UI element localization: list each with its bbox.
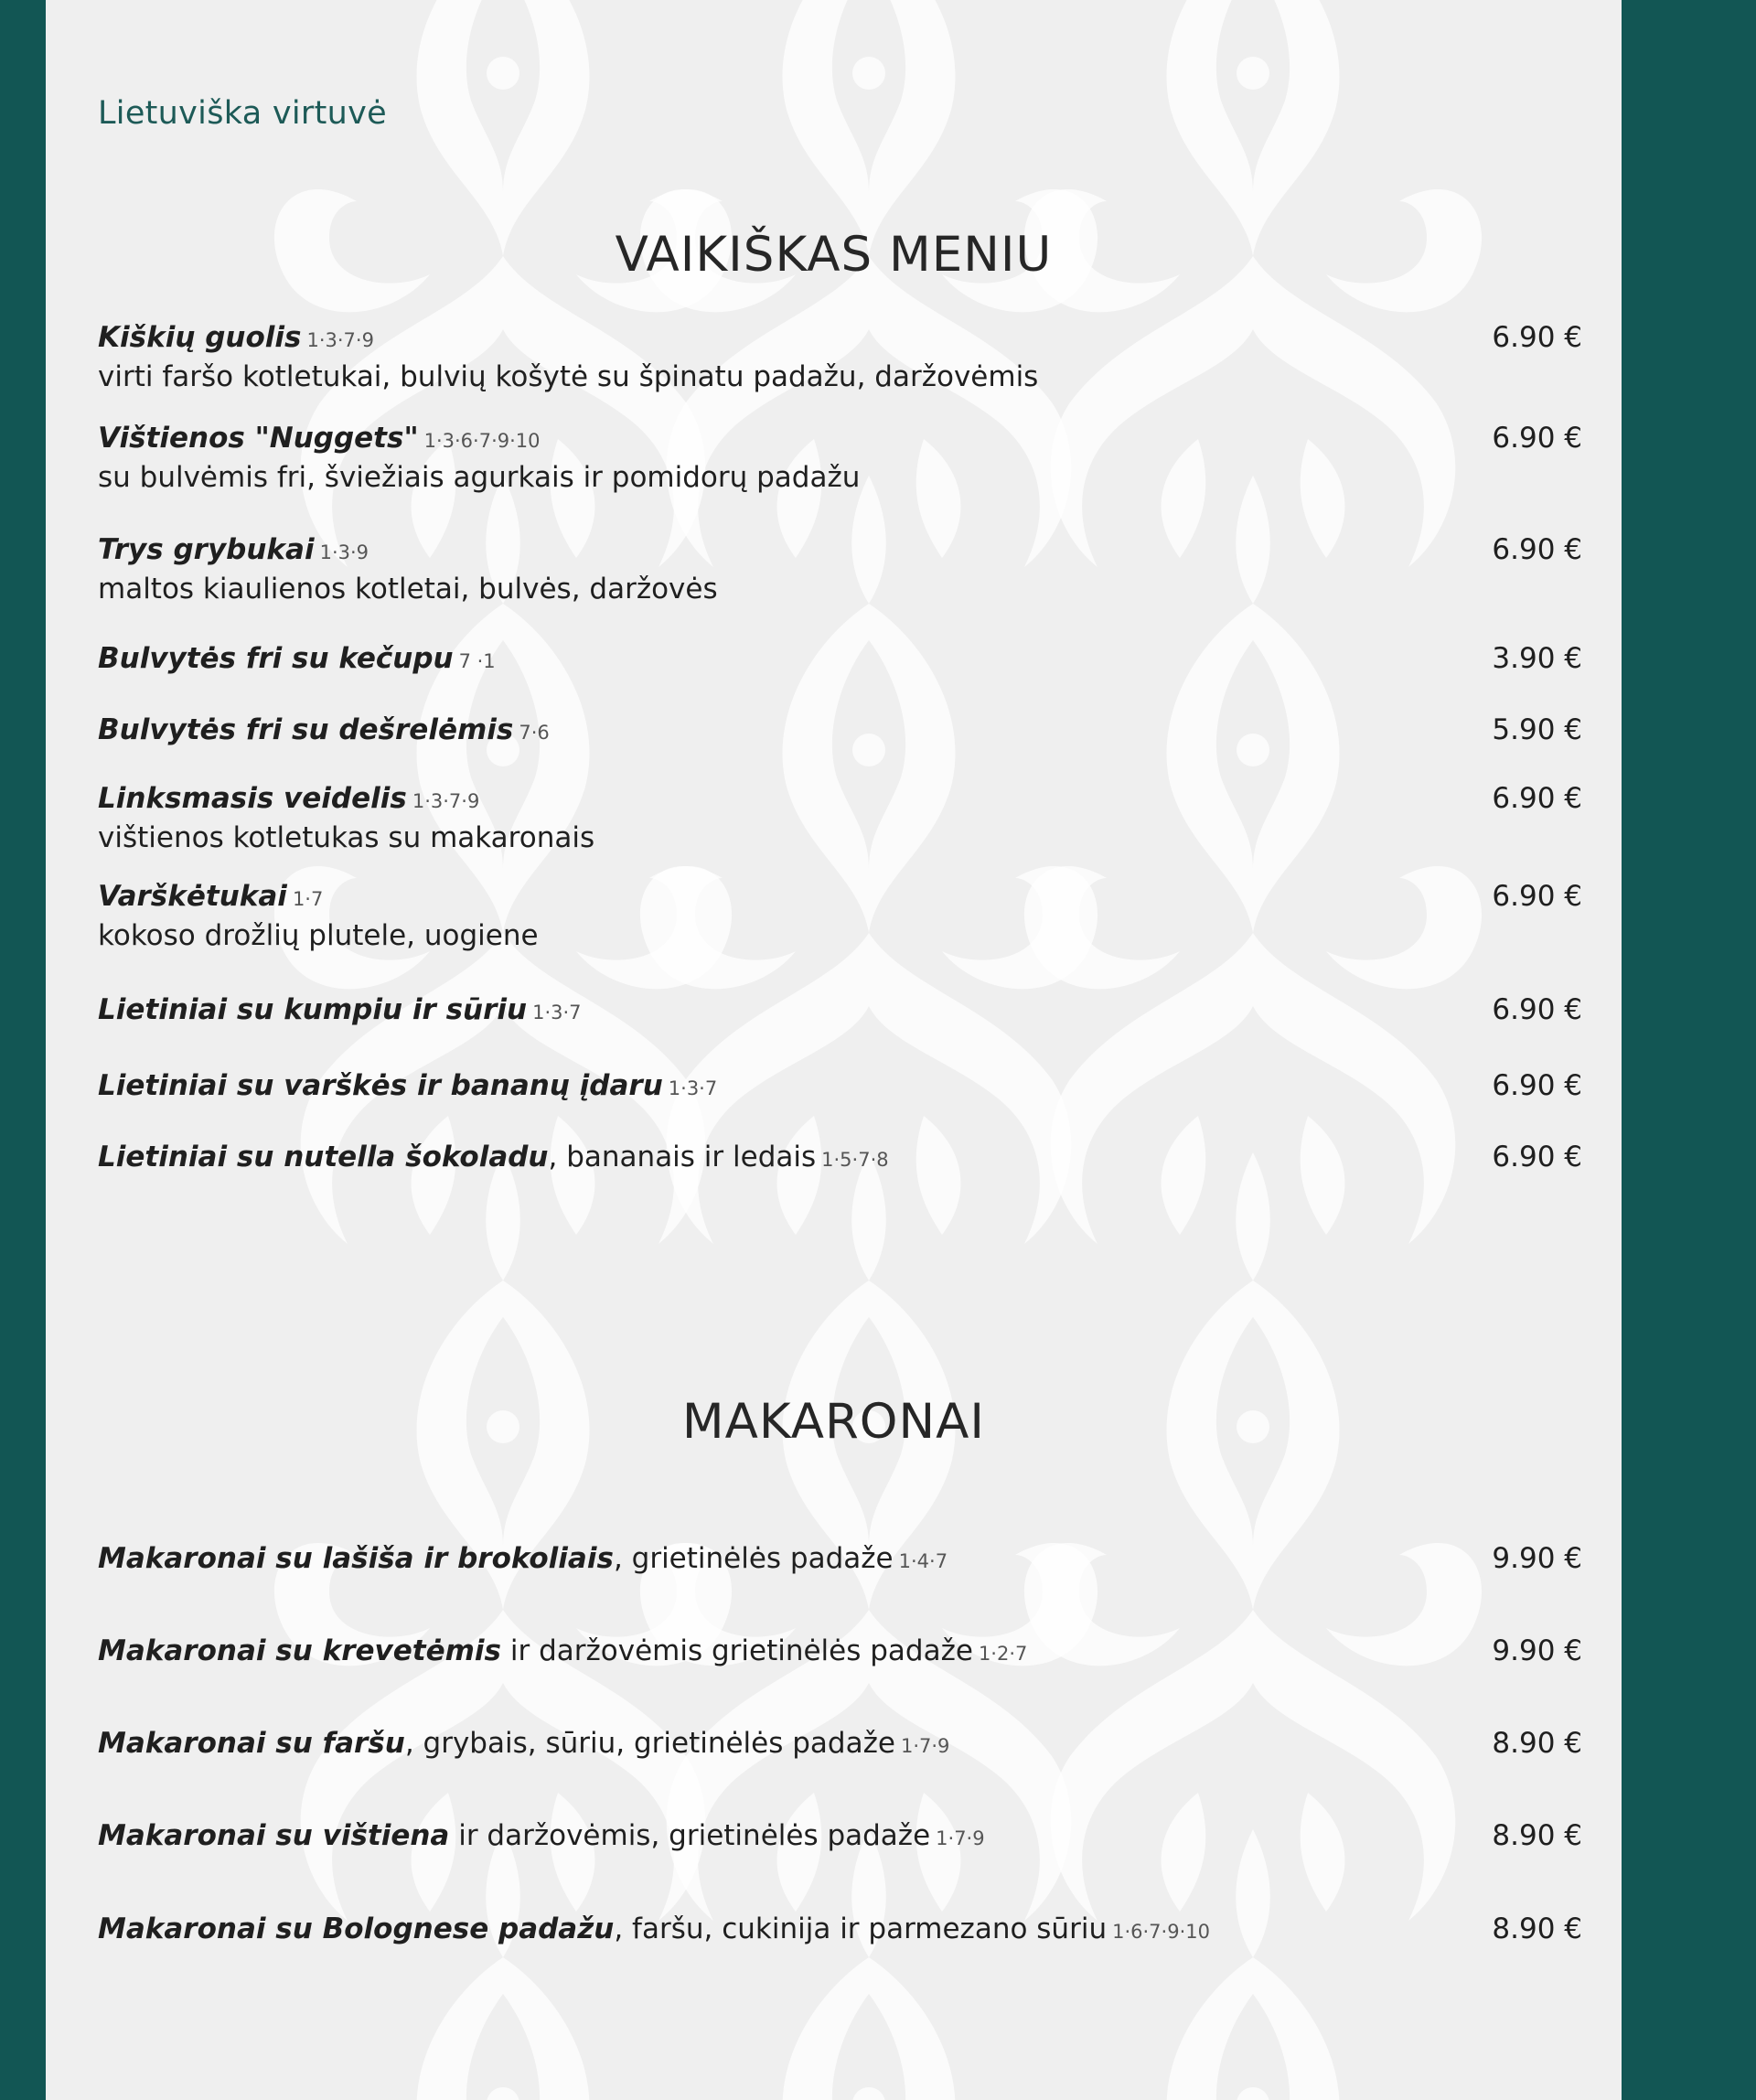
item-price: 8.90 €	[1492, 1819, 1582, 1852]
item-allergens: 1·7	[292, 888, 324, 910]
section-title-vaikiskas-meniu: VAIKIŠKAS MENIU	[615, 227, 1053, 283]
damask-ornament	[46, 0, 1622, 2100]
item-allergens: 7 ·1	[458, 650, 496, 672]
item-name: Lietiniai su nutella šokoladu	[98, 1141, 549, 1173]
menu-item	[98, 712, 1582, 751]
item-name: Lietiniai su varškės ir bananų įdaru	[98, 1069, 663, 1102]
item-name: Makaronai su Bolognese padažu	[98, 1912, 615, 1945]
item-extra: , faršu, cukinija ir parmezano sūriu	[614, 1912, 1108, 1945]
section-title-makaronai: MAKARONAI	[681, 1394, 986, 1450]
item-extra: , grybais, sūriu, grietinėlės padaže	[404, 1727, 895, 1760]
menu-item	[98, 991, 1582, 1031]
item-allergens: 1·4·7	[898, 1550, 948, 1572]
item-allergens: 1·3·7	[532, 1002, 582, 1023]
item-name: Varškėtukai	[98, 880, 287, 913]
item-allergens: 1·2·7	[978, 1643, 1028, 1665]
menu-item	[98, 1817, 1582, 1857]
item-name: Lietiniai su kumpiu ir sūriu	[98, 993, 528, 1026]
item-description: vištienos kotletukas su makaronais	[98, 821, 595, 854]
item-allergens: 1·3·6·7·9·10	[423, 430, 541, 452]
menu-item	[98, 1633, 1582, 1672]
item-price: 3.90 €	[1492, 642, 1582, 675]
menu-item	[98, 780, 1582, 856]
item-price: 6.90 €	[1492, 1141, 1582, 1173]
item-extra: ir daržovėmis grietinėlės padaže	[501, 1634, 973, 1667]
item-price: 9.90 €	[1492, 1634, 1582, 1667]
item-price: 6.90 €	[1492, 880, 1582, 913]
menu-item	[98, 1911, 1582, 1950]
item-name: Vištienos "Nuggets"	[98, 422, 419, 455]
menu-item	[98, 1139, 1582, 1178]
item-description: virti faršo kotletukai, bulvių košytė su špinatu padažu, daržovėmis	[98, 360, 1039, 393]
item-allergens: 1·7·9	[900, 1735, 950, 1757]
item-allergens: 1·7·9	[936, 1827, 985, 1849]
item-price: 6.90 €	[1492, 533, 1582, 566]
menu-item	[98, 1725, 1582, 1764]
item-price: 9.90 €	[1492, 1542, 1582, 1575]
item-price: 6.90 €	[1492, 321, 1582, 354]
item-price: 6.90 €	[1492, 993, 1582, 1026]
item-name: Kiškių guolis	[98, 321, 302, 354]
item-description: maltos kiaulienos kotletai, bulvės, daržovės	[98, 573, 718, 605]
item-name: Trys grybukai	[98, 533, 315, 566]
item-name: Makaronai su krevetėmis	[98, 1634, 501, 1667]
menu-item	[98, 640, 1582, 680]
item-name: Bulvytės fri su dešrelėmis	[98, 713, 514, 746]
item-price: 6.90 €	[1492, 1069, 1582, 1102]
brand-title: Lietuviška virtuvė	[98, 95, 387, 132]
item-price: 8.90 €	[1492, 1912, 1582, 1945]
item-extra: ir daržovėmis, grietinėlės padaže	[449, 1819, 931, 1852]
item-allergens: 1·3·9	[319, 541, 369, 563]
item-name: Makaronai su vištiena	[98, 1819, 450, 1852]
menu-item	[98, 878, 1582, 954]
item-name: Makaronai su faršu	[98, 1727, 405, 1760]
menu-item	[98, 1067, 1582, 1107]
item-description: su bulvėmis fri, šviežiais agurkais ir pomidorų padažu	[98, 461, 861, 494]
menu-item	[98, 1540, 1582, 1580]
menu-item	[98, 531, 1582, 607]
menu-item	[98, 420, 1582, 496]
item-allergens: 1·3·7·9	[306, 329, 374, 351]
item-allergens: 1·6·7·9·10	[1112, 1921, 1210, 1943]
item-price: 6.90 €	[1492, 422, 1582, 455]
item-allergens: 1·3·7	[668, 1077, 718, 1099]
item-price: 5.90 €	[1492, 713, 1582, 746]
item-allergens: 1·5·7·8	[821, 1149, 889, 1171]
item-name: Bulvytės fri su kečupu	[98, 642, 454, 675]
item-allergens: 1·3·7·9	[412, 790, 480, 812]
item-extra: , grietinėlės padaže	[613, 1542, 894, 1575]
item-extra: , bananais ir ledais	[548, 1141, 817, 1173]
item-name: Makaronai su lašiša ir brokoliais	[98, 1542, 614, 1575]
menu-page	[46, 0, 1622, 2100]
item-price: 8.90 €	[1492, 1727, 1582, 1760]
item-price: 6.90 €	[1492, 782, 1582, 815]
item-description: kokoso drožlių plutele, uogiene	[98, 919, 539, 952]
item-name: Linksmasis veidelis	[98, 782, 407, 815]
menu-item	[98, 319, 1582, 395]
item-allergens: 7·6	[519, 722, 550, 744]
